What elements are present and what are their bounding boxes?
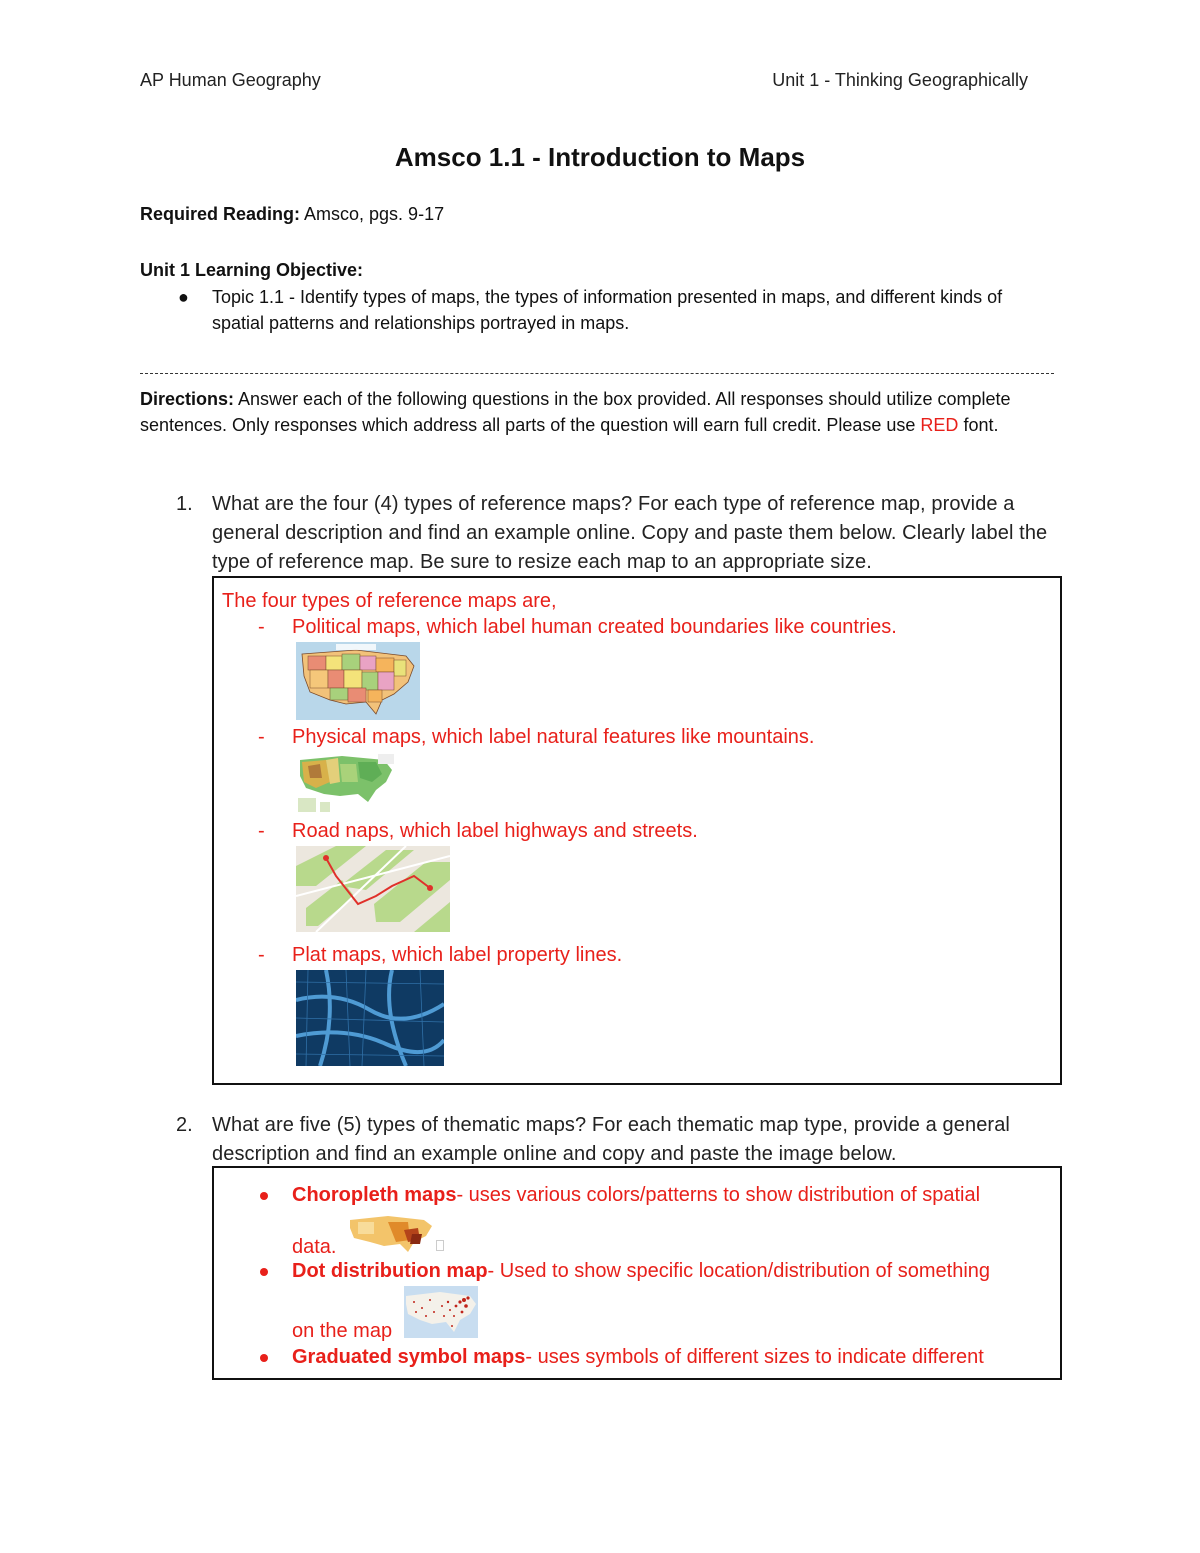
separator-line [140,373,1054,374]
dash-marker: - [258,616,265,638]
bullet-icon [260,1268,268,1276]
answer-intro: The four types of reference maps are, [222,590,557,612]
reference-map-item: Political maps, which label human created boundaries like countries. [292,616,897,638]
directions-text-end: font. [958,415,999,435]
dash-marker: - [258,820,265,842]
header-course: AP Human Geography [140,70,321,90]
dot-distribution-map-image [404,1286,478,1338]
thematic-map-term: Choropleth maps [292,1184,457,1206]
directions [140,386,1055,438]
answer-box-1[interactable] [212,576,1062,1085]
required-reading [140,204,444,225]
objective-bullet-text: Topic 1.1 - Identify types of maps, the types of information presented in maps, and different kinds of spatial patterns and relationships portrayed in maps. [212,287,1003,333]
thematic-map-item [292,1260,990,1283]
directions-red-word: RED [920,415,959,435]
directions-text: Answer each of the following questions in the box provided. All responses should utilize complete sentences. Only responses which address all parts of the question will earn full credit. Please use [140,389,1011,435]
bullet-icon: ● [178,287,189,307]
plat-map-image [296,970,444,1066]
directions-label: Directions: [140,389,235,409]
thematic-map-cont: data. [292,1236,337,1258]
thematic-map-item [292,1346,984,1369]
question-2 [176,1111,1056,1169]
objective-bullet [178,284,1058,336]
question-1 [176,490,1056,577]
question-text: What are the four (4) types of reference maps? For each type of reference map, provide a general description and find an example online. Copy and paste them below. Clearly label the type of reference map. Be sure to resize each map to an appropriate size. [212,493,1048,573]
required-reading-value: Amsco, pgs. 9-17 [300,204,445,224]
bullet-icon [260,1192,268,1200]
header-unit: Unit 1 - Thinking Geographically [772,70,1028,90]
bullet-icon [260,1354,268,1362]
required-reading-label: Required Reading: [140,204,301,224]
dash-marker: - [258,726,265,748]
choropleth-map-image [348,1212,434,1254]
question-text: What are five (5) types of thematic maps? For each thematic map type, provide a general description and find an example online and copy and paste the image below. [212,1114,1010,1165]
reference-map-item: Physical maps, which label natural features like mountains. [292,726,815,748]
dash-marker: - [258,944,265,966]
thematic-map-desc: - uses various colors/patterns to show distribution of spatial [456,1184,981,1206]
question-number: 1. [176,493,193,515]
question-number: 2. [176,1114,193,1136]
thematic-map-term: Dot distribution map [292,1260,488,1282]
thematic-map-desc: - uses symbols of different sizes to indicate different [525,1346,984,1368]
political-map-image [296,642,420,720]
thematic-map-item [292,1184,980,1207]
answer-box-2[interactable] [212,1166,1062,1380]
thematic-map-term: Graduated symbol maps [292,1346,526,1368]
reference-map-item: Road naps, which label highways and streets. [292,820,698,842]
image-placeholder-icon [436,1240,444,1251]
physical-map-image [296,752,396,814]
road-map-image [296,846,450,932]
objective-label: Unit 1 Learning Objective: [140,260,364,280]
thematic-map-desc: - Used to show specific location/distribution of something [487,1260,991,1282]
page-title: Amsco 1.1 - Introduction to Maps [394,142,806,172]
reference-map-item: Plat maps, which label property lines. [292,944,623,966]
thematic-map-cont: on the map [292,1320,393,1342]
